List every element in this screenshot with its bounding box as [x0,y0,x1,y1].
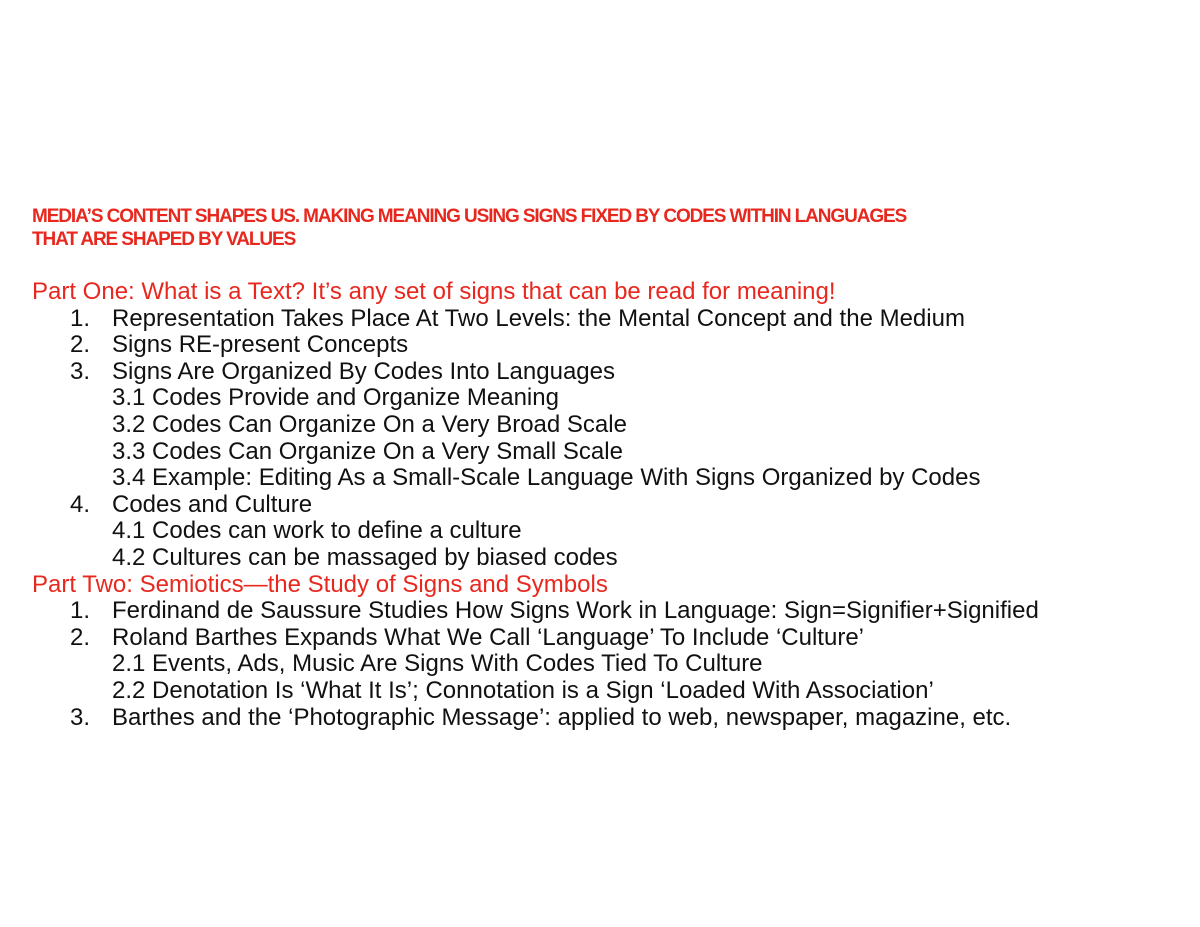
sub-item: 3.4 Example: Editing As a Small-Scale Language With Signs Organized by Codes [112,464,981,492]
list-text: Signs Are Organized By Codes Into Languages [112,357,615,385]
list-text: Barthes and the ‘Photographic Message’: applied to web, newspaper, magazine, etc. [112,703,1012,731]
list-item [32,625,1182,652]
sub-item: 3.2 Codes Can Organize On a Very Broad Scale [112,410,627,438]
sub-item: 3.1 Codes Provide and Organize Meaning [112,384,559,412]
list-number: 3. [70,357,91,385]
list-item [32,705,1182,732]
sub-item: 2.2 Denotation Is ‘What It Is’; Connotation is a Sign ‘Loaded With Association’ [112,676,934,704]
list-number: 1. [70,304,91,332]
list-text: Ferdinand de Saussure Studies How Signs Work in Language: Sign=Signifier+Signified [112,597,1039,625]
sub-item: 3.3 Codes Can Organize On a Very Small Scale [112,437,623,465]
sub-item: 2.1 Events, Ads, Music Are Signs With Codes Tied To Culture [112,650,763,678]
sub-item: 4.2 Cultures can be massaged by biased codes [112,543,618,571]
heading-line-1: MEDIA’S CONTENT SHAPES US. MAKING MEANING USING SIGNS FIXED BY CODES WITHIN LANGUAGES [32,206,907,227]
part-one-title: Part One: What is a Text? It’s any set of signs that can be read for meaning! [32,278,836,305]
part-two-title: Part Two: Semiotics—the Study of Signs and Symbols [32,570,608,598]
list-item [32,332,1182,359]
list-number: 2. [70,623,91,651]
list-item [32,306,1182,333]
list-text: Signs RE-present Concepts [112,331,409,359]
slide-heading [32,205,1182,251]
slide-content [32,205,1182,731]
list-text: Roland Barthes Expands What We Call ‘Language’ To Include ‘Culture’ [112,623,864,651]
list-item [32,359,1182,386]
list-number: 2. [70,331,91,359]
heading-line-2: THAT ARE SHAPED BY VALUES [32,229,296,250]
list-text: Codes and Culture [112,490,313,518]
list-item [32,492,1182,519]
list-text: Representation Takes Place At Two Levels: the Mental Concept and the Medium [112,304,965,332]
sub-item: 4.1 Codes can work to define a culture [112,517,522,545]
list-number: 3. [70,703,91,731]
list-number: 1. [70,597,91,625]
list-number: 4. [70,490,91,518]
list-item [32,598,1182,625]
